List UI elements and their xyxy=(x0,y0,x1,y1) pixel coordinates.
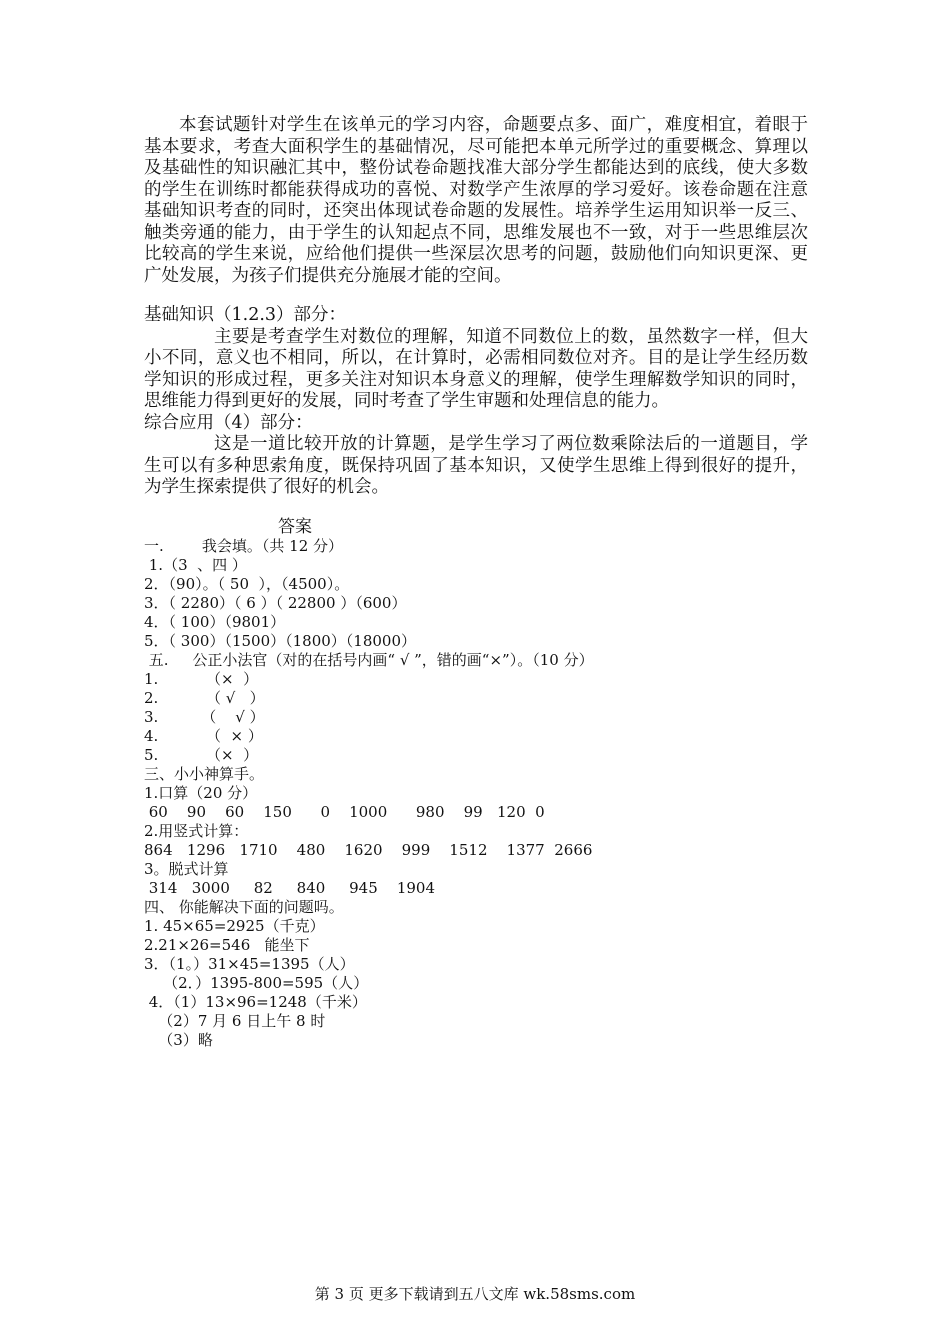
intro-paragraph: 本套试题针对学生在该单元的学习内容，命题要点多、面广，难度相宜，着眼于基本要求，考查大面积学生的基础情况，尽可能把本单元所学过的重要概念、算理以及基础性的知识融汇其中，整份试卷命题找准大部分学生都能达到的底线，使大多数的学生在训练时都能获得成功的喜悦、对数学产生浓厚的学习爱好。该卷命题在注意基础知识考查的同时，还突出体现试卷命题的发展性。培养学生运用知识举一反三、触类旁通的能力，由于学生的认知起点不同，思维发展也不一致，对于一些思维层次比较高的学生来说，应给他们提供一些深层次思考的问题，鼓励他们向知识更深、更广处发展，为孩子们提供充分施展才能的空间。 xyxy=(144,115,808,286)
answer-line: 864 1296 1710 480 1620 999 1512 1377 2666 xyxy=(144,841,593,859)
answer-line: 3. （ √ ） xyxy=(144,708,265,726)
answer-line: 3。脱式计算 xyxy=(144,860,229,878)
answer-line: （2）7 月 6 日上午 8 时 xyxy=(144,1012,326,1030)
answer-line: 1.（3 、四 ） xyxy=(144,556,247,574)
answers-title: 答案 xyxy=(278,517,312,537)
answer-line: 一. 我会填。（共 12 分） xyxy=(144,537,344,555)
answers-section xyxy=(144,517,808,1050)
answer-line: 5. （× ） xyxy=(144,746,259,764)
answer-line: 3．（ 2280）（ 6 ）（ 22800 ）（600） xyxy=(144,594,407,612)
answer-line: 5．（ 300）（1500）（1800）（18000） xyxy=(144,632,417,650)
answers-list xyxy=(144,537,808,1050)
intro-section xyxy=(144,115,808,287)
answer-line: 4．（ 100）（9801） xyxy=(144,613,286,631)
answer-line: 1. （× ） xyxy=(144,670,259,688)
answer-line: （3）略 xyxy=(144,1031,213,1049)
answer-line: （2．）1395-800=595（人） xyxy=(144,974,369,992)
answer-line: 2.21×26=546 能坐下 xyxy=(144,936,310,954)
answer-line: 4. （ × ） xyxy=(144,727,263,745)
answer-line: 四、 你能解决下面的问题吗。 xyxy=(144,898,344,916)
answer-line: 五. 公正小法官（对的在括号内画“ √ ”，错的画“×”）。（10 分） xyxy=(144,651,594,669)
answer-line: 1. 45×65=2925（千克） xyxy=(144,917,325,935)
answer-line: 2. （ √ ） xyxy=(144,689,265,707)
answer-line: 2.用竖式计算： xyxy=(144,822,249,840)
commentary-section xyxy=(144,305,808,499)
answer-line: 1.口算（20 分） xyxy=(144,784,258,802)
answer-line: 3．（1。）31×45=1395（人） xyxy=(144,955,355,973)
answer-line: 314 3000 82 840 945 1904 xyxy=(144,879,435,897)
basic-section-text: 主要是考查学生对数位的理解，知道不同数位上的数，虽然数字一样，但大小不同，意义也不相同，所以，在计算时，必需相同数位对齐。目的是让学生经历数学知识的形成过程，更多关注对知识本身意义的理解，使学生理解数学知识的同时，思维能力得到更好的发展，同时考查了学生审题和处理信息的能力。 xyxy=(144,326,808,411)
applied-section-title: 综合应用（4）部分： xyxy=(144,412,313,433)
answer-line: 60 90 60 150 0 1000 980 99 120 0 xyxy=(144,803,545,821)
basic-section-title: 基础知识（1.2.3）部分： xyxy=(144,305,347,325)
page-footer: 第 3 页 更多下载请到五八文库 wk.58sms.com xyxy=(314,1285,636,1303)
answer-line: 2．（90）。（ 50 ），（4500）。 xyxy=(144,575,350,593)
answer-line: 三、小小神算手。 xyxy=(144,765,265,783)
applied-section-text: 这是一道比较开放的计算题，是学生学习了两位数乘除法后的一道题目，学生可以有多种思索角度，既保持巩固了基本知识，又使学生思维上得到很好的提升，为学生探索提供了很好的机会。 xyxy=(144,434,808,497)
answer-line: 4．（1）13×96=1248（千米） xyxy=(144,993,367,1011)
